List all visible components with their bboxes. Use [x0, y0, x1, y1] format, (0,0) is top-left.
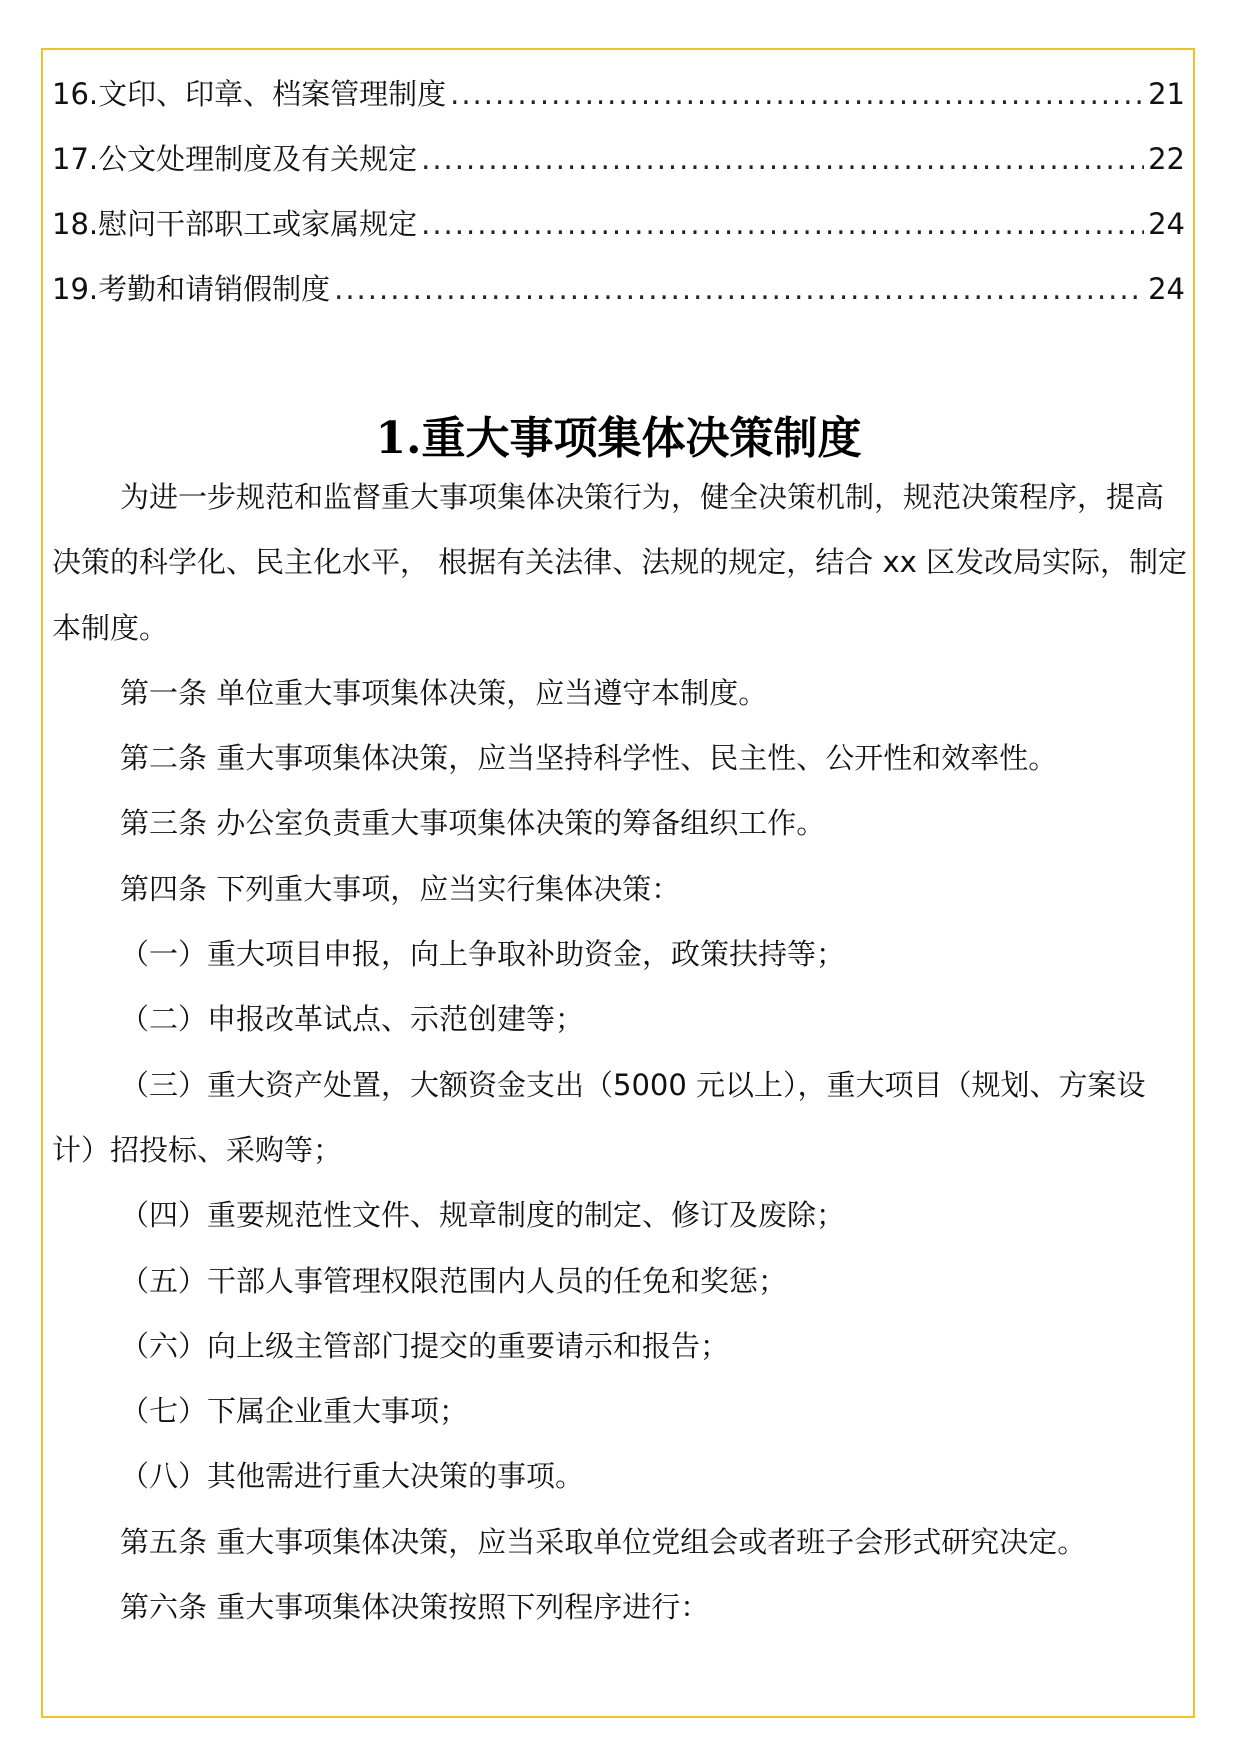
toc-leader-dots: [450, 62, 1144, 127]
toc-leader-dots: [334, 257, 1144, 322]
list-item: （六）向上级主管部门提交的重要请示和报告；: [120, 1328, 730, 1363]
toc-entry-page: 24: [1148, 207, 1185, 241]
article-4: 第四条 下列重大事项，应当实行集体决策：: [120, 871, 681, 906]
article-5: 第五条 重大事项集体决策，应当采取单位党组会或者班子会形式研究决定。: [120, 1524, 1087, 1559]
list-item: （五）干部人事管理权限范围内人员的任免和奖惩；: [120, 1263, 788, 1298]
toc-entry-title: 17.公文处理制度及有关规定: [52, 142, 418, 176]
list-item: （二）申报改革试点、示范创建等；: [120, 1002, 585, 1037]
list-item: （八）其他需进行重大决策的事项。: [120, 1459, 585, 1494]
document-body: [52, 465, 1188, 1640]
toc-entry-title: 16.文印、印章、档案管理制度: [52, 77, 447, 111]
list-item: （一）重大项目申报，向上争取补助资金，政策扶持等；: [120, 937, 846, 972]
toc-entry[interactable]: [52, 192, 1185, 257]
article-1: 第一条 单位重大事项集体决策，应当遵守本制度。: [120, 675, 768, 710]
toc-entry-page: 22: [1148, 142, 1185, 176]
toc-entry-page: 24: [1148, 272, 1185, 306]
table-of-contents: [52, 62, 1185, 322]
list-item: （四）重要规范性文件、规章制度的制定、修订及废除；: [120, 1198, 846, 1233]
intro-paragraph: 为进一步规范和监督重大事项集体决策行为，健全决策机制，规范决策程序，提高决策的科学化、民主化水平， 根据有关法律、法规的规定，结合 xx 区发改局实际，制定本制度。: [52, 480, 1187, 645]
article-6: 第六条 重大事项集体决策按照下列程序进行：: [120, 1590, 710, 1625]
toc-entry[interactable]: [52, 127, 1185, 192]
article-2: 第二条 重大事项集体决策，应当坚持科学性、民主性、公开性和效率性。: [120, 741, 1058, 776]
toc-entry-title: 18.慰问干部职工或家属规定: [52, 207, 418, 241]
article-3: 第三条 办公室负责重大事项集体决策的筹备组织工作。: [120, 806, 826, 841]
list-item: （七）下属企业重大事项；: [120, 1394, 469, 1429]
toc-entry-page: 21: [1148, 77, 1185, 111]
list-item: （三）重大资产处置，大额资金支出（5000 元以上），重大项目（规划、方案设计）招投标、采购等；: [52, 1067, 1146, 1167]
section-heading: 1.重大事项集体决策制度: [375, 413, 862, 465]
toc-entry[interactable]: [52, 62, 1185, 127]
toc-entry[interactable]: [52, 257, 1185, 322]
toc-leader-dots: [421, 192, 1144, 257]
toc-leader-dots: [421, 127, 1144, 192]
toc-entry-title: 19.考勤和请销假制度: [52, 272, 331, 306]
